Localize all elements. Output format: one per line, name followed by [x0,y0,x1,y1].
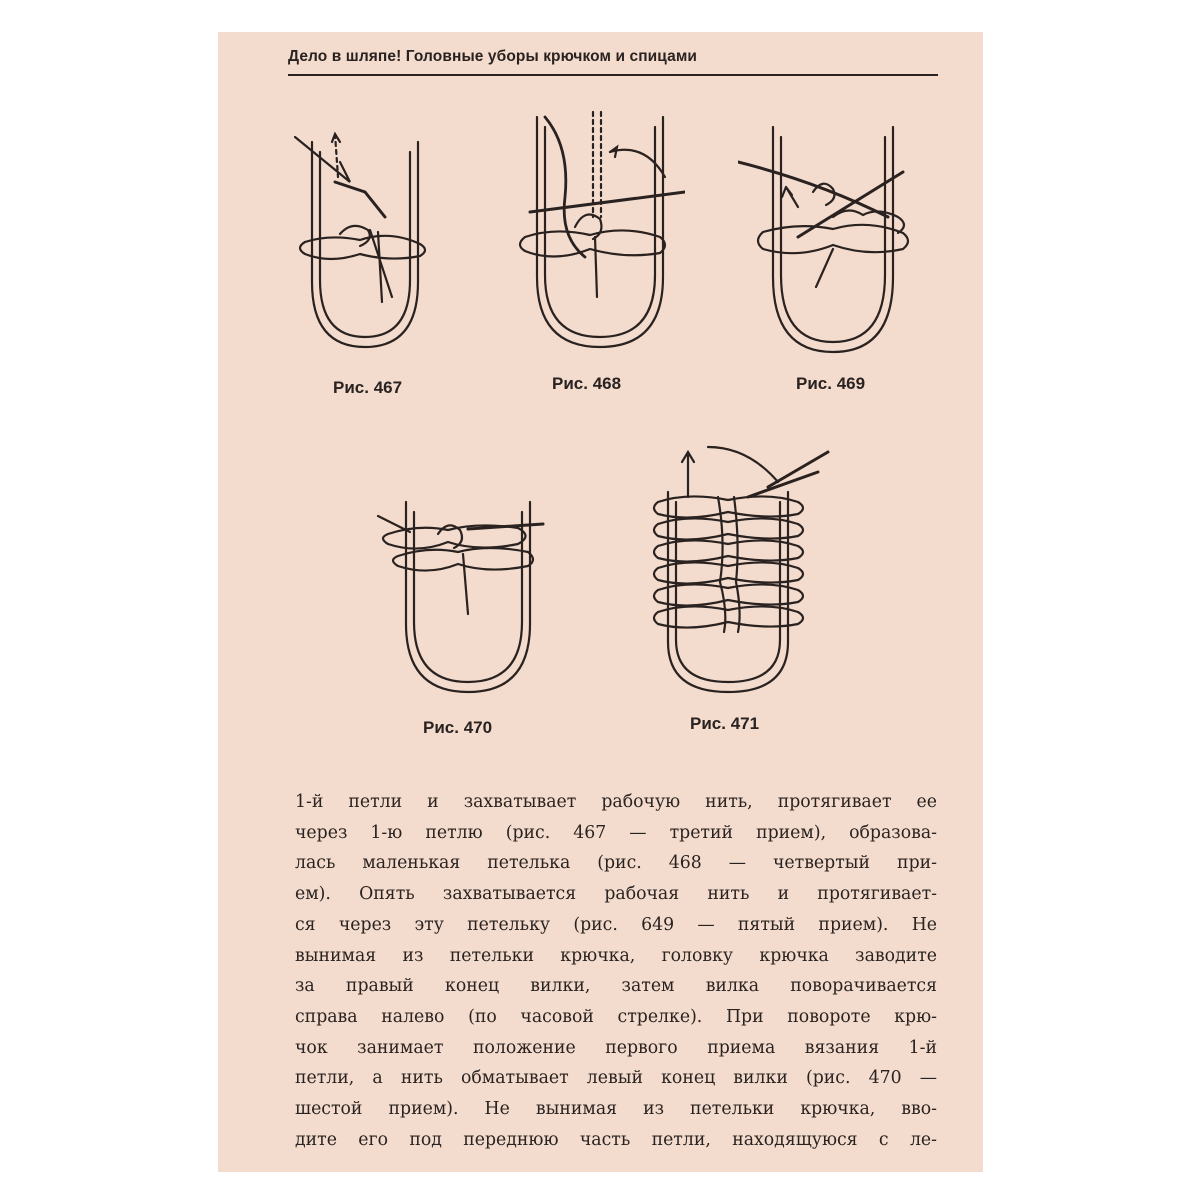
caption-467: Рис. 467 [333,378,403,397]
figure-471 [648,442,838,702]
header-rule [288,74,938,76]
text-line: дите его под переднюю часть петли, находящуюся с ле- [295,1129,937,1150]
text-line: лась маленькая петелька (рис. 468 — четвертый при- [295,853,937,874]
text-line: справа налево (по часовой стрелке). При повороте крю- [295,1006,937,1027]
text-line: 1-й петли и захватывает рабочую нить, протягивает ее [295,792,937,812]
caption-468: Рис. 468 [552,374,622,393]
figure-470 [368,494,548,704]
body-paragraph [295,787,937,1155]
caption-470: Рис. 470 [423,718,493,737]
figure-467 [290,122,440,362]
text-line: петли, а нить обматывает левый конец вилки (рис. 470 — [295,1068,937,1089]
book-page [218,32,983,1172]
caption-471: Рис. 471 [690,714,760,733]
text-line: чок занимает положение первого приема вязания 1-й [295,1037,937,1058]
text-line: за правый конец вилки, затем вилка поворачивается [295,976,937,997]
text-line: ем). Опять захватывается рабочая нить и протягивает- [295,884,937,905]
figure-469 [738,117,918,367]
caption-469: Рис. 469 [796,374,866,393]
figure-468 [515,107,685,367]
text-line: через 1-ю петлю (рис. 467 — третий прием), образова- [295,822,937,843]
text-line: ся через эту петельку (рис. 649 — пятый прием). Не [295,914,937,935]
running-header: Дело в шляпе! Головные уборы крючком и спицами [288,48,698,65]
text-line: вынимая из петельки крючка, головку крючка заводите [295,945,937,966]
text-line: шестой прием). Не вынимая из петельки крючка, вво- [295,1099,937,1120]
